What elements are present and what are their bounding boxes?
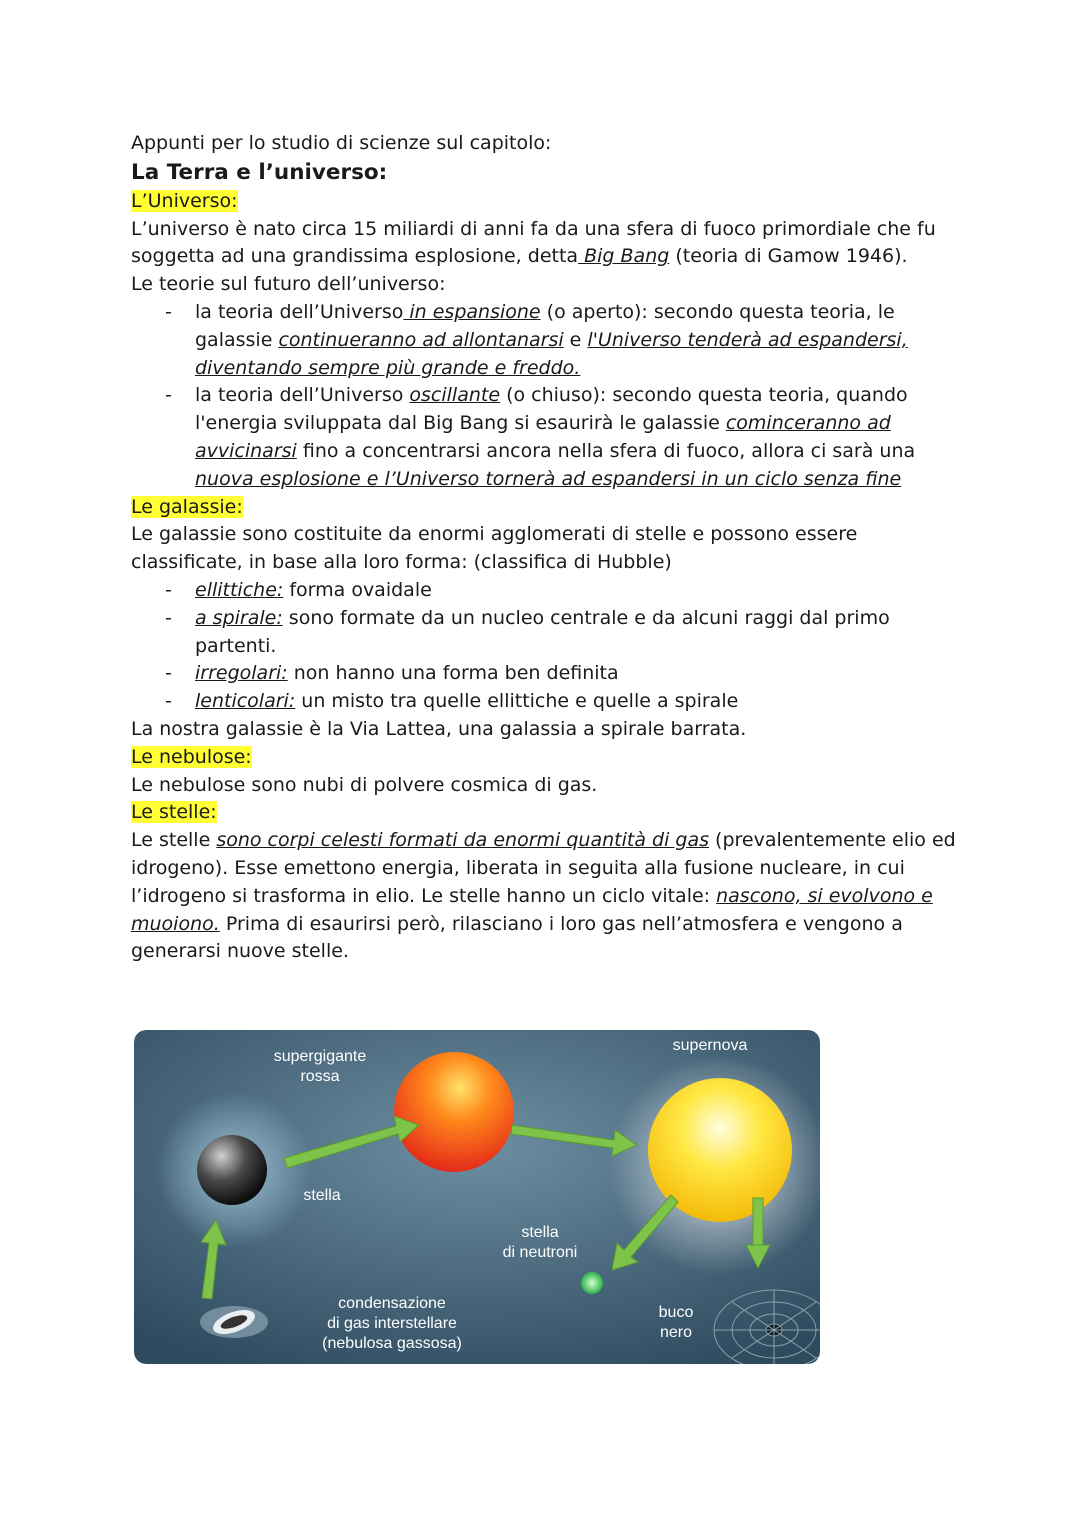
nebulose-paragraph: Le nebulose sono nubi di polvere cosmica di gas.	[131, 773, 598, 796]
section-heading-universo: L’Universo:	[131, 189, 238, 212]
galassie-list	[131, 577, 961, 716]
via-lattea-line: La nostra galassie è la Via Lattea, una galassia a spirale barrata.	[131, 717, 747, 740]
label-nebula-1: condensazione	[338, 1295, 446, 1312]
label-nebula-3: (nebulosa gassosa)	[322, 1335, 462, 1352]
label-supergiant-1: supergigante	[273, 1048, 367, 1065]
label-star: stella	[303, 1187, 341, 1204]
list-item: - lenticolari: un misto tra quelle ellittiche e quelle a spirale	[131, 688, 961, 716]
section-heading-nebulose: Le nebulose:	[131, 745, 252, 768]
list-item: - la teoria dell’Universo in espansione (o aperto): secondo questa teoria, le galassie continueranno ad allontanarsi e l'Universo tenderà ad espandersi, diventando sempre più grande e freddo.	[131, 299, 961, 382]
label-nebula-2: di gas interstellare	[327, 1315, 457, 1332]
intro-line: Appunti per lo studio di scienze sul capitolo:	[131, 132, 552, 154]
teorie-intro: Le teorie sul futuro dell’universo:	[131, 273, 446, 296]
label-supernova: supernova	[672, 1037, 748, 1054]
grey-star	[197, 1135, 267, 1205]
label-supergiant-2: rossa	[300, 1068, 340, 1085]
label-blackhole-2: nero	[659, 1324, 693, 1341]
universo-paragraph: L’universo è nato circa 15 miliardi di anni fa da una sfera di fuoco primordiale che fu soggetta ad una grandissima esplosione, detta Big Bang (teoria di Gamow 1946).	[131, 217, 936, 268]
teorie-list	[131, 299, 961, 494]
list-item: - irregolari: non hanno una forma ben definita	[131, 660, 961, 688]
star-lifecycle-illustration	[134, 1030, 820, 1364]
section-heading-stelle: Le stelle:	[131, 801, 217, 824]
label-neutron-1: stella	[521, 1224, 559, 1241]
arrow-supernova-to-blackhole-shaft	[753, 1198, 763, 1246]
galassie-paragraph: Le galassie sono costituite da enormi agglomerati di stelle e possono essere classificate, in base alla loro forma: (classifica di Hubble)	[131, 523, 858, 574]
document-title: La Terra e l’universo:	[131, 159, 388, 185]
red-supergiant	[394, 1052, 514, 1172]
section-heading-galassie: Le galassie:	[131, 495, 243, 518]
document-body	[131, 130, 961, 966]
illustration-svg	[134, 1030, 820, 1364]
neutron-star	[581, 1272, 603, 1294]
list-item: - a spirale: sono formate da un nucleo centrale e da alcuni raggi dal primo partenti.	[131, 605, 961, 661]
stelle-paragraph: Le stelle sono corpi celesti formati da enormi quantità di gas (prevalentemente elio ed idrogeno). Esse emettono energia, liberata in seguita alla fusione nucleare, in cui l’idrogeno si trasforma in elio. Le stelle hanno un ciclo vitale: nascono, si evolvono e muoiono. Prima di esaurirsi però, rilasciano i loro gas nell’atmosfera e vengono a generarsi nuove stelle.	[131, 829, 956, 963]
label-blackhole-1: buco	[658, 1304, 694, 1321]
label-neutron-2: di neutroni	[502, 1244, 578, 1261]
list-item: - la teoria dell’Universo oscillante (o chiuso): secondo questa teoria, quando l'energia sviluppata dal Big Bang si esaurirà le galassie cominceranno ad avvicinarsi fino a concentrarsi ancora nella sfera di fuoco, allora ci sarà una nuova esplosione e l’Universo tornerà ad espandersi in un ciclo senza fine	[131, 382, 961, 493]
list-item: - ellittiche: forma ovaidale	[131, 577, 961, 605]
